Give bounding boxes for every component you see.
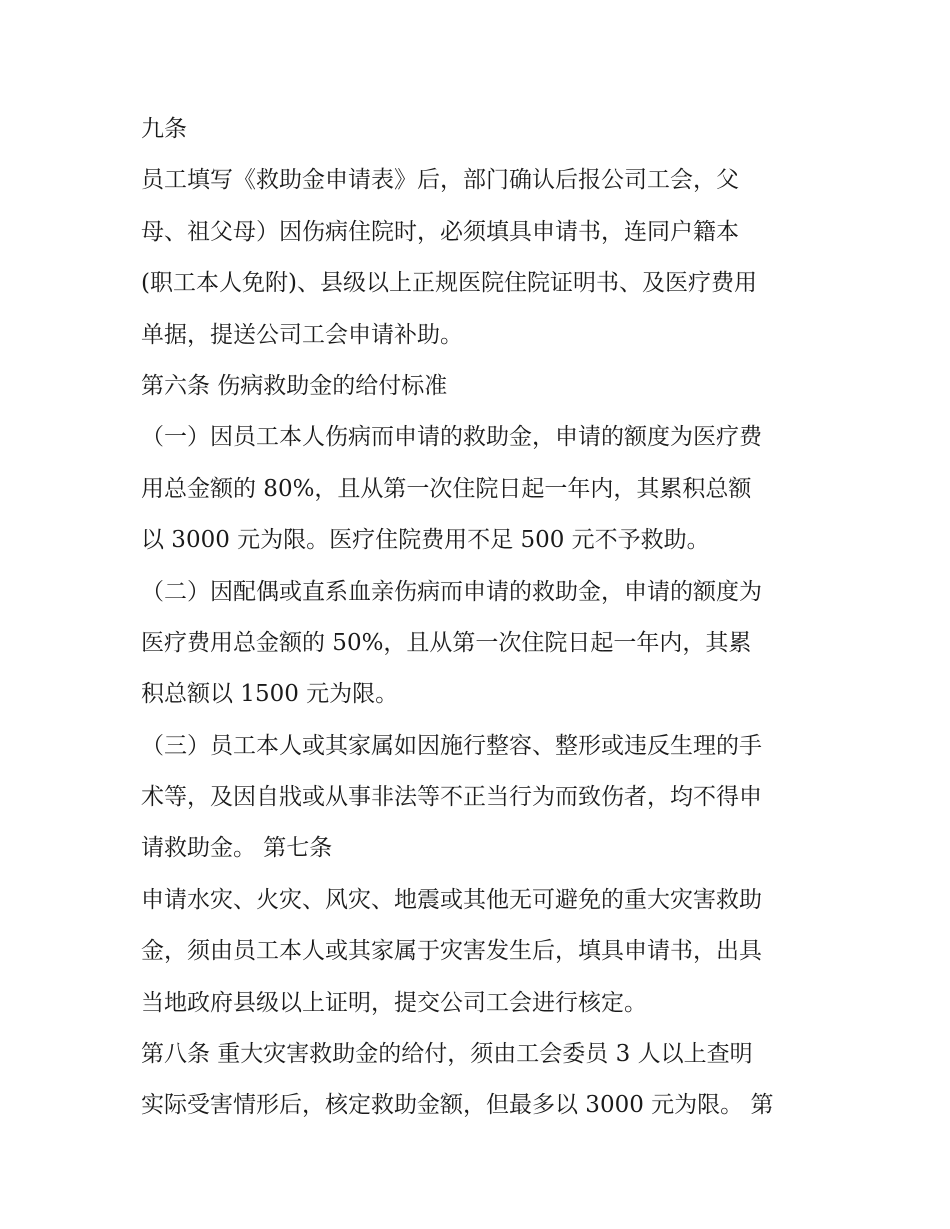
text-line: 请救助金。 第七条: [141, 835, 333, 862]
text-line: 以 3000 元为限。医疗住院费用不足 500 元不予救助。: [141, 527, 710, 554]
text-line: 母、祖父母）因伤病住院时，必须填具申请书，连同户籍本: [141, 218, 739, 245]
text-line: 金，须由员工本人或其家属于灾害发生后，填具申请书，出具: [141, 938, 762, 965]
text-line: 医疗费用总金额的 50%，且从第一次住院日起一年内，其累: [141, 629, 752, 656]
text-line: 积总额以 1500 元为限。: [141, 681, 399, 708]
text-line: 九条: [141, 116, 187, 142]
text-line: 申请水灾、火灾、风灾、地震或其他无可避免的重大灾害救助: [141, 886, 762, 913]
section-heading: 第八条 重大灾害救助金的给付，须由工会委员 3 人以上查明: [141, 1041, 753, 1068]
text-line: 术等，及因自戕或从事非法等不正当行为而致伤者，均不得申: [141, 784, 762, 811]
text-line: 实际受害情形后，核定救助金额，但最多以 3000 元为限。 第: [141, 1092, 774, 1119]
text-line: 员工填写《救助金申请表》后，部门确认后报公司工会，父: [141, 167, 739, 194]
text-line: 当地政府县级以上证明，提交公司工会进行核定。: [141, 989, 647, 1016]
section-heading: 第六条 伤病救助金的给付标准: [141, 372, 448, 399]
text-line: （一）因员工本人伤病而申请的救助金，申请的额度为医疗费: [141, 424, 762, 451]
text-line: (职工本人免附)、县级以上正规医院住院证明书、及医疗费用: [141, 270, 757, 297]
text-line: 单据，提送公司工会申请补助。: [141, 321, 463, 348]
text-line: （三）员工本人或其家属如因施行整容、整形或违反生理的手: [141, 732, 762, 759]
document-body: [141, 104, 821, 1132]
text-line: 用总金额的 80%，且从第一次住院日起一年内，其累积总额: [141, 475, 752, 502]
text-line: （二）因配偶或直系血亲伤病而申请的救助金，申请的额度为: [141, 578, 762, 605]
